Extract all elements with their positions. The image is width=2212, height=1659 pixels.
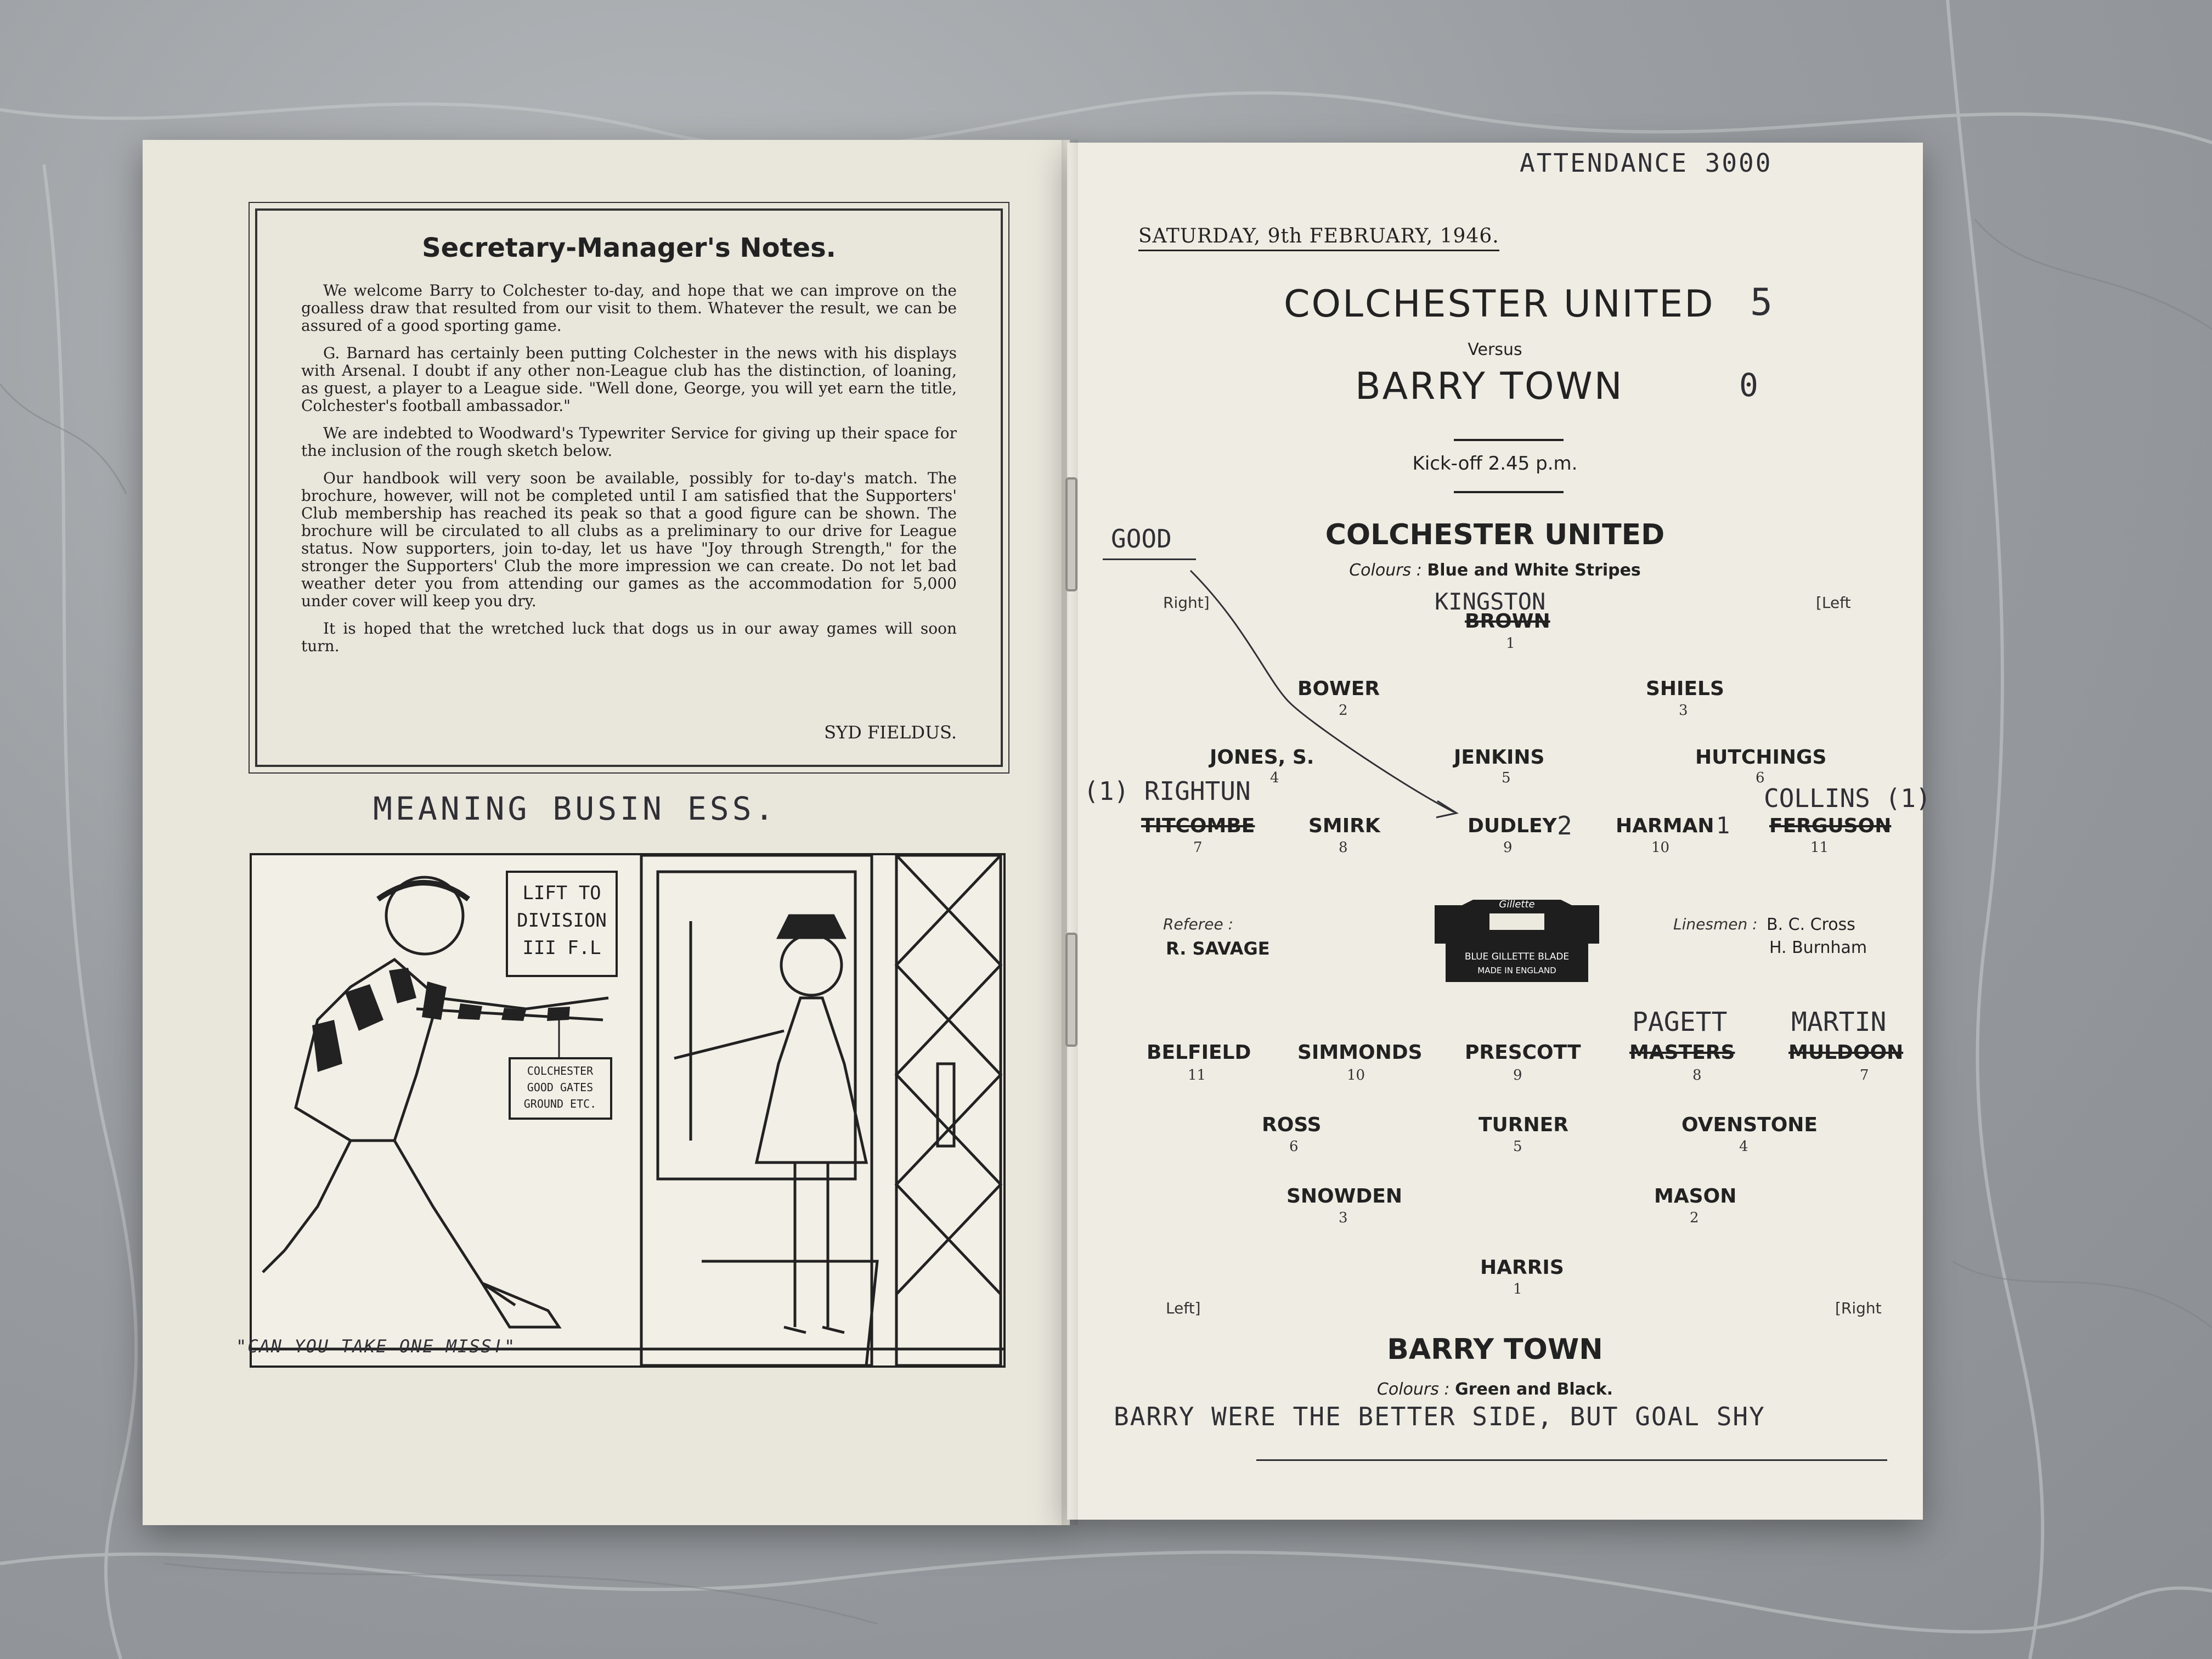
away-p6-name: ROSS [1262, 1114, 1322, 1136]
home-p10-name: HARMAN [1616, 815, 1714, 837]
away-p7-num: 7 [1860, 1067, 1869, 1084]
away-p8-num: 8 [1692, 1067, 1702, 1084]
away-p9-num: 9 [1513, 1067, 1522, 1084]
home-p2-num: 2 [1339, 702, 1348, 719]
referee-name: R. SAVAGE [1166, 938, 1270, 959]
away-team-title: BARRY TOWN [1355, 365, 1624, 408]
title-divider [1454, 439, 1564, 441]
away-p3-name: SNOWDEN [1286, 1185, 1402, 1207]
home-p11-replacement: COLLINS (1) [1764, 783, 1931, 813]
gillette-line-2: MADE IN ENGLAND [1477, 966, 1556, 975]
away-score: 0 [1739, 366, 1758, 404]
away-p11-name: BELFIELD [1147, 1041, 1251, 1064]
home-colours-value: Blue and White Stripes [1427, 561, 1641, 580]
sign-line-3: III F.L [522, 937, 601, 959]
attendance-note: ATTENDANCE 3000 [1520, 148, 1773, 178]
home-p10-num: 10 [1651, 839, 1670, 856]
staple-bottom [1065, 933, 1077, 1047]
sign-line-1: LIFT TO [522, 882, 601, 904]
home-lineup-header: COLCHESTER UNITED [1325, 518, 1665, 551]
linesmen-label: Linesmen : [1673, 915, 1758, 933]
home-p9-num: 9 [1503, 839, 1513, 856]
notes-paragraph: We are indebted to Woodward's Typewriter Service for giving up their space for the inclusion of the rough sketch below. [301, 424, 957, 460]
away-p1-name: HARRIS [1480, 1256, 1564, 1279]
away-lineup-header: BARRY TOWN [1387, 1333, 1603, 1366]
away-p7-name: MULDOON [1788, 1041, 1904, 1064]
sign-line-2: DIVISION [517, 910, 607, 932]
versus-label: Versus [1468, 340, 1522, 359]
gillette-line-1: BLUE GILLETTE BLADE [1464, 951, 1570, 962]
away-p2-num: 2 [1690, 1210, 1699, 1226]
home-p11-num: 11 [1810, 839, 1829, 856]
home-p6-name: HUTCHINGS [1695, 746, 1827, 769]
away-p8-name: MASTERS [1629, 1041, 1735, 1064]
away-p6-num: 6 [1289, 1138, 1299, 1155]
away-p2-name: MASON [1654, 1185, 1737, 1207]
notes-paragraph: G. Barnard has certainly been putting Colchester in the news with his displays with Arsenal. I doubt if any other non-League club has the distinction, of loaning, as guest, a player to a League side. "Well done, George, you will yet earn the title, Colchester's football ambassador." [301, 344, 957, 415]
staple-top [1065, 477, 1077, 591]
home-team-title: COLCHESTER UNITED [1284, 283, 1715, 326]
home-p7-name: TITCOMBE [1141, 815, 1255, 837]
cartoon-caption: "CAN YOU TAKE ONE MISS!" [236, 1336, 516, 1357]
good-note: GOOD [1111, 524, 1172, 554]
linesman-1: B. C. Cross [1767, 915, 1855, 934]
gillette-brand: Gillette [1499, 899, 1535, 910]
home-left-label: [Left [1816, 594, 1851, 612]
away-colours-value: Green and Black. [1455, 1380, 1613, 1399]
home-score: 5 [1750, 281, 1773, 324]
home-p11-name: FERGUSON [1769, 815, 1892, 837]
summary-underline [1256, 1459, 1887, 1461]
away-p10-num: 10 [1347, 1067, 1365, 1084]
home-p2-name: BOWER [1297, 678, 1380, 700]
away-left-label: Left] [1166, 1299, 1201, 1317]
tag-line-3: GROUND ETC. [523, 1097, 597, 1110]
linesman-2: H. Burnham [1769, 938, 1867, 957]
referee-label: Referee : [1163, 915, 1234, 933]
gillette-advert [1429, 894, 1605, 988]
away-p8-replacement: PAGETT [1632, 1007, 1728, 1037]
away-p5-name: TURNER [1479, 1114, 1568, 1136]
home-p1-num: 1 [1506, 635, 1515, 652]
home-p1-name: BROWN [1465, 610, 1550, 633]
notes-signature: SYD FIELDUS. [824, 722, 957, 743]
kickoff-time: Kick-off 2.45 p.m. [1412, 453, 1578, 475]
tag-line-2: GOOD GATES [527, 1081, 594, 1094]
home-p10-goals: 1 [1716, 812, 1730, 839]
home-p9-name: DUDLEY [1468, 815, 1557, 837]
home-p7-num: 7 [1193, 839, 1203, 856]
away-p1-num: 1 [1513, 1281, 1522, 1297]
away-p3-num: 3 [1339, 1210, 1348, 1226]
home-p5-num: 5 [1502, 770, 1511, 786]
away-p5-num: 5 [1513, 1138, 1522, 1155]
match-date: SATURDAY, 9th FEBRUARY, 1946. [1138, 225, 1499, 251]
home-p1-replacement: KINGSTON [1435, 588, 1546, 615]
away-p4-name: OVENSTONE [1681, 1114, 1818, 1136]
tag-line-1: COLCHESTER [527, 1064, 594, 1077]
home-p9-goals: 2 [1557, 811, 1572, 840]
away-right-label: [Right [1835, 1299, 1882, 1317]
notes-paragraph: Our handbook will very soon be available, possibly for to-day's match. The brochure, however, will not be completed until I am satisfied that the Supporters' Club membership has reached its peak so that a good figure can be shown. The brochure will be circulated to all clubs as a preliminary to our drive for League status. Now supporters, join to-day, let us have "Joy through Strength," for the stronger the Supporters' Club the more impression we can create. Do not let bad weather deter you from attending our games as the accommodation for 5,000 under cover will keep you dry. [301, 469, 957, 610]
kickoff-divider [1454, 491, 1564, 493]
home-p3-num: 3 [1679, 702, 1688, 719]
away-p10-name: SIMMONDS [1297, 1041, 1423, 1064]
away-colours [1097, 1380, 1893, 1399]
away-p7-replacement: MARTIN [1791, 1007, 1887, 1037]
home-p4-num: 4 [1270, 770, 1279, 786]
home-p6-num: 6 [1756, 770, 1765, 786]
home-p3-name: SHIELS [1646, 678, 1724, 700]
notes-body [301, 282, 957, 665]
spine [1062, 140, 1078, 1525]
notes-title: Secretary-Manager's Notes. [422, 233, 836, 263]
home-p4-name: JONES, S. [1210, 746, 1314, 769]
home-right-label: Right] [1163, 594, 1210, 612]
away-p11-num: 11 [1188, 1067, 1206, 1084]
away-p9-name: PRESCOTT [1465, 1041, 1581, 1064]
cartoon-heading: MEANING BUSIN ESS. [373, 790, 777, 827]
away-p4-num: 4 [1739, 1138, 1748, 1155]
home-p8-num: 8 [1339, 839, 1348, 856]
match-summary-note: BARRY WERE THE BETTER SIDE, BUT GOAL SHY [1114, 1402, 1765, 1431]
cartoon-drawing [252, 855, 1003, 1365]
home-p7-replacement: (1) RIGHTUN [1084, 776, 1251, 806]
notes-paragraph: We welcome Barry to Colchester to-day, and hope that we can improve on the goalless draw that resulted from our visit to them. Whatever the result, we can be assured of a good sporting game. [301, 281, 957, 335]
home-p5-name: JENKINS [1454, 746, 1545, 769]
notes-paragraph: It is hoped that the wretched luck that dogs us in our away games will soon turn. [301, 619, 957, 655]
away-colours-label: Colours : [1376, 1380, 1450, 1399]
notes-box [255, 208, 1003, 767]
home-colours-label: Colours : [1349, 561, 1422, 580]
home-p8-name: SMIRK [1308, 815, 1380, 837]
cartoon-sketch [250, 853, 1006, 1368]
